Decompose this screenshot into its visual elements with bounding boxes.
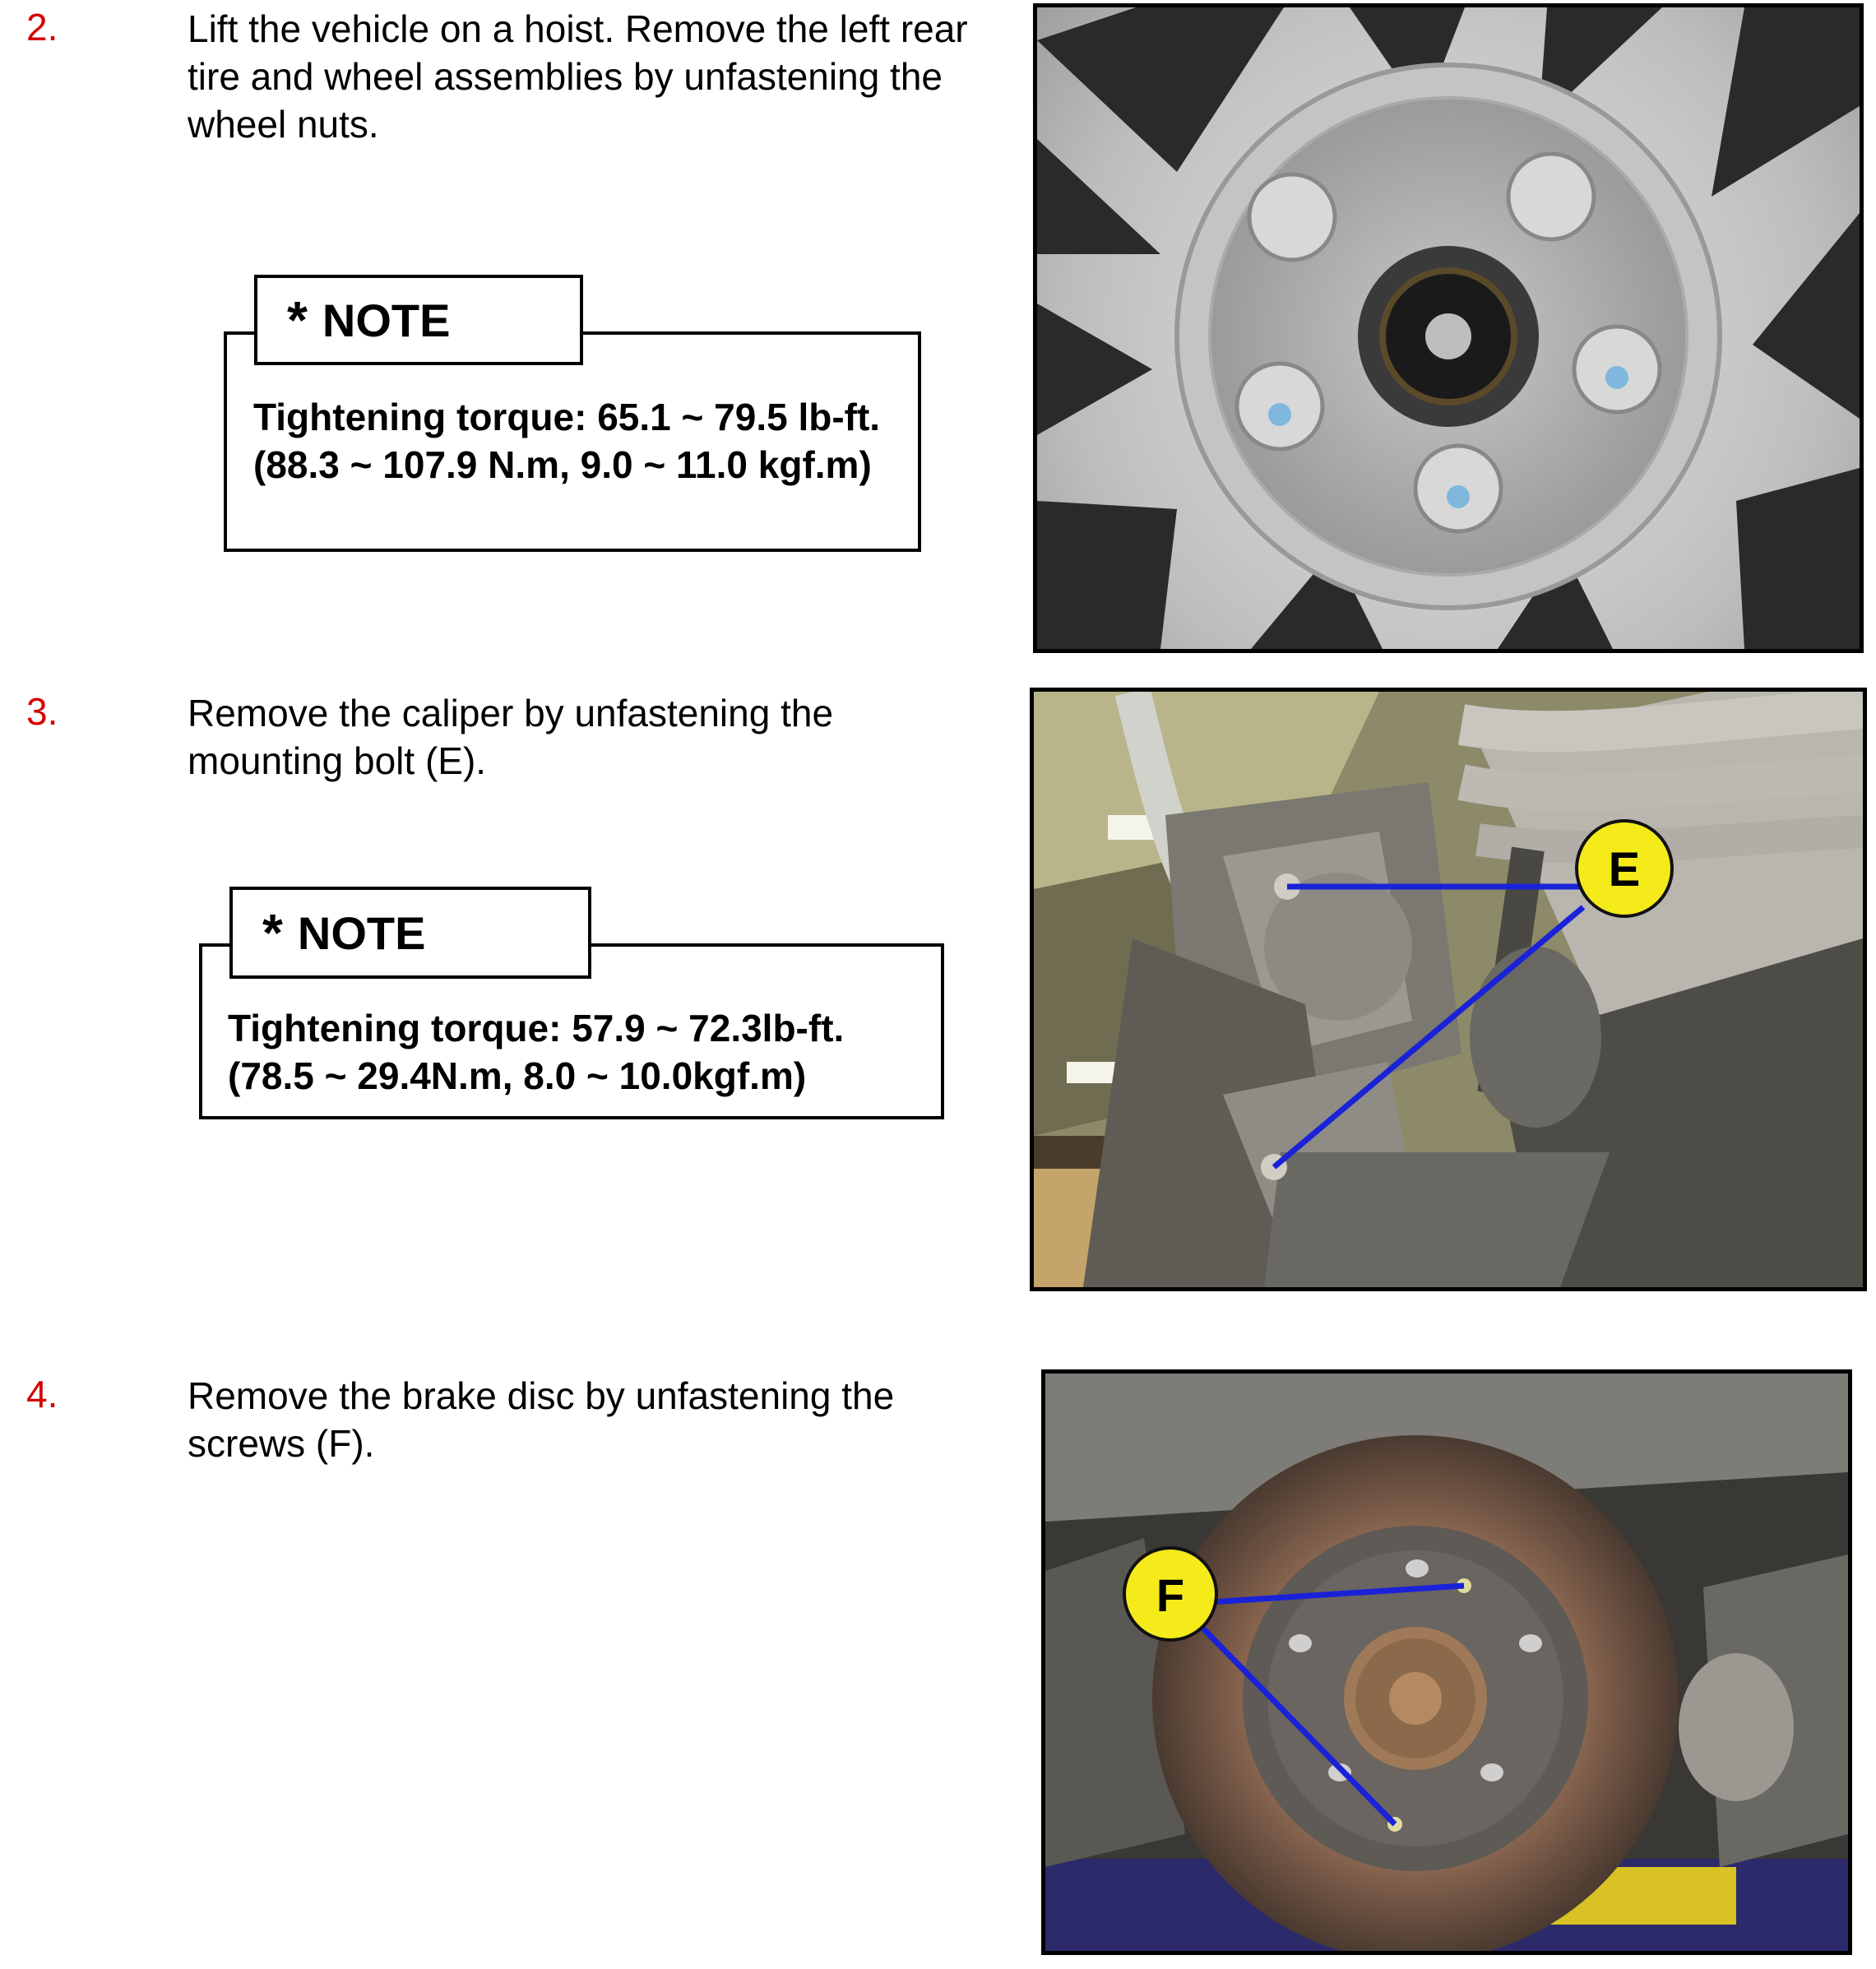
- caliper-illustration: [1034, 692, 1863, 1287]
- step-2-instruction: Lift the vehicle on a hoist. Remove the left rear tire and wheel assemblies by unfastening the wheel nuts.: [188, 7, 968, 146]
- step-number-3: 3.: [26, 690, 58, 733]
- note-header-step-2: [254, 275, 583, 365]
- callout-label-f: F: [1156, 1569, 1185, 1621]
- callout-label-e: E: [1608, 843, 1641, 896]
- photo-caliper-bolt: [1030, 688, 1867, 1291]
- photo-brake-disc: [1041, 1369, 1852, 1955]
- note-title: NOTE: [297, 906, 426, 959]
- note-title: NOTE: [322, 294, 451, 346]
- step-4-instruction: Remove the brake disc by unfastening the screws (F).: [188, 1374, 895, 1465]
- note-body-step-3: Tightening torque: 57.9 ~ 72.3lb-ft. (78.5 ~ 29.4N.m, 8.0 ~ 10.0kgf.m): [228, 1007, 845, 1097]
- step-number-4: 4.: [26, 1373, 58, 1415]
- asterisk-icon: *: [287, 290, 308, 350]
- note-body-step-2: Tightening torque: 65.1 ~ 79.5 lb-ft. (88.3 ~ 107.9 N.m, 9.0 ~ 11.0 kgf.m): [253, 396, 881, 486]
- step-3-instruction: Remove the caliper by unfastening the mounting bolt (E).: [188, 692, 834, 782]
- step-number-2: 2.: [26, 6, 58, 49]
- wheel-illustration: [1037, 7, 1860, 649]
- asterisk-icon: *: [262, 903, 283, 962]
- brake-disc-illustration: [1045, 1374, 1848, 1951]
- photo-wheel-nuts: [1033, 3, 1864, 653]
- note-header-step-3: [229, 887, 591, 979]
